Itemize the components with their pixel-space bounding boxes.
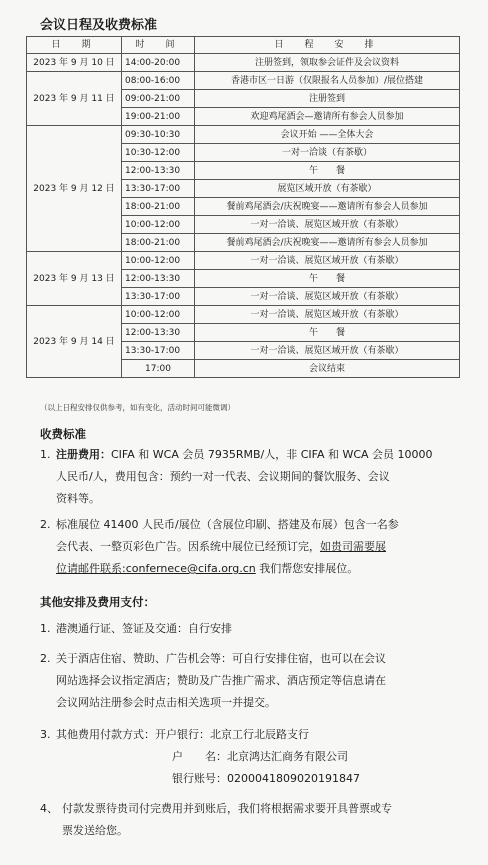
schedule-event: 一对一洽谈、展览区域开放（有茶歇） [195,288,460,306]
schedule-event: 注册签到，领取参会证件及会议资料 [195,54,460,72]
table-row [27,306,460,324]
schedule-time: 18:00-21:00 [122,234,195,252]
schedule-event: 展览区域开放（有茶歇） [195,180,460,198]
fee-item-2-number: 2. [40,518,51,531]
fee-item-1-number: 1. [40,448,51,461]
schedule-time: 10:30-12:00 [122,144,195,162]
booth-contact-email-link[interactable]: 位请邮件联系:confernece@cifa.org.cn [56,562,256,575]
schedule-event: 香港市区一日游（仅限报名人员参加）/展位搭建 [195,72,460,90]
schedule-event: 午 餐 [195,270,460,288]
fee-item-1-line-1: CIFA 和 WCA 会员 7935RMB/人，非 CIFA 和 WCA 会员 10000 [111,448,433,461]
header-date: 日 期 [27,37,122,54]
schedule-note: （以上日程安排仅供参考，如有变化，活动时间可能微调） [40,403,235,412]
schedule-event: 一对一洽谈、展览区域开放（有茶歇） [195,216,460,234]
table-row [27,252,460,270]
other-item-2-line-1: 关于酒店住宿、赞助、广告机会等：可自行安排住宿，也可以在会议 [56,652,386,665]
schedule-event: 注册签到 [195,90,460,108]
schedule-time: 08:00-16:00 [122,72,195,90]
schedule-body [27,54,460,378]
other-item-2-line-3: 会议网站注册参会时点击相关选项一并提交。 [56,696,276,709]
schedule-time: 10:00-12:00 [122,252,195,270]
schedule-time: 18:00-21:00 [122,198,195,216]
schedule-time: 13:30-17:00 [122,342,195,360]
fee-item-2-line-2: 会代表、一整页彩色广告。因系统中展位已经预订完， [56,540,320,553]
table-header-row [27,37,460,54]
fee-item-1-line-3: 资料等。 [56,492,100,505]
schedule-table [26,36,460,378]
schedule-time: 19:00-21:00 [122,108,195,126]
schedule-time: 17:00 [122,360,195,378]
page-title: 会议日程及收费标准 [40,18,158,33]
schedule-event: 餐前鸡尾酒会/庆祝晚宴——邀请所有参会人员参加 [195,198,460,216]
other-item-3-number: 3. [40,728,51,741]
fee-item-1-label: 注册费用： [56,448,111,461]
other-item-4-line-2: 票发送给您。 [62,824,128,837]
other-item-3-line-1: 其他费用付款方式：开户银行：北京工行北辰路支行 [56,728,309,741]
schedule-time: 12:00-13:30 [122,162,195,180]
account-number: 银行账号：0200041809020191847 [172,772,360,785]
booth-contact-link-part[interactable]: 如贵司需要展 [320,540,386,553]
fees-heading: 收费标准 [40,427,86,441]
schedule-time: 09:00-21:00 [122,90,195,108]
other-item-1-text: 港澳通行证、签证及交通：自行安排 [56,622,232,635]
schedule-event: 会议开始 ——全体大会 [195,126,460,144]
schedule-time: 10:00-12:00 [122,216,195,234]
other-item-2-line-2: 网站选择会议指定酒店；赞助及广告推广需求、酒店预定等信息请在 [56,674,386,687]
schedule-event: 午 餐 [195,162,460,180]
schedule-date: 2023 年 9 月 13 日 [27,252,122,306]
schedule-time: 12:00-13:30 [122,324,195,342]
schedule-time: 10:00-12:00 [122,306,195,324]
schedule-event: 餐前鸡尾酒会/庆祝晚宴——邀请所有参会人员参加 [195,234,460,252]
schedule-date: 2023 年 9 月 12 日 [27,126,122,252]
fee-item-2-line-3: 我们帮您安排展位。 [255,562,359,575]
other-item-1-number: 1. [40,622,51,635]
schedule-time: 14:00-20:00 [122,54,195,72]
header-time: 时 间 [122,37,195,54]
other-item-2-number: 2. [40,652,51,665]
schedule-date: 2023 年 9 月 14 日 [27,306,122,378]
schedule-time: 12:00-13:30 [122,270,195,288]
schedule-event: 一对一洽谈（有茶歇） [195,144,460,162]
schedule-time: 13:30-17:00 [122,180,195,198]
table-row [27,54,460,72]
schedule-time: 09:30-10:30 [122,126,195,144]
table-row [27,126,460,144]
schedule-event: 一对一洽谈、展览区域开放（有茶歇） [195,252,460,270]
schedule-event: 一对一洽谈、展览区域开放（有茶歇） [195,342,460,360]
schedule-event: 欢迎鸡尾酒会—邀请所有参会人员参加 [195,108,460,126]
fee-item-1-line-2: 人民币/人，费用包含：预约一对一代表、会议期间的餐饮服务、会议 [56,470,390,483]
other-item-4-number: 4、 [40,802,58,815]
other-item-4-line-1: 付款发票待贵司付完费用并到账后，我们将根据需求要开具普票或专 [62,802,392,815]
other-heading: 其他安排及费用支付： [40,595,155,609]
fee-item-2-line-1: 标准展位 41400 人民币/展位（含展位印刷、搭建及布展）包含一名参 [56,518,399,531]
header-schedule: 日 程 安 排 [195,37,460,54]
schedule-event: 一对一洽谈、展览区域开放（有茶歇） [195,306,460,324]
account-name: 户 名：北京鸿达汇商务有限公司 [172,750,348,763]
schedule-date: 2023 年 9 月 11 日 [27,72,122,126]
schedule-date: 2023 年 9 月 10 日 [27,54,122,72]
table-row [27,72,460,90]
schedule-event: 会议结束 [195,360,460,378]
schedule-event: 午 餐 [195,324,460,342]
schedule-time: 13:30-17:00 [122,288,195,306]
